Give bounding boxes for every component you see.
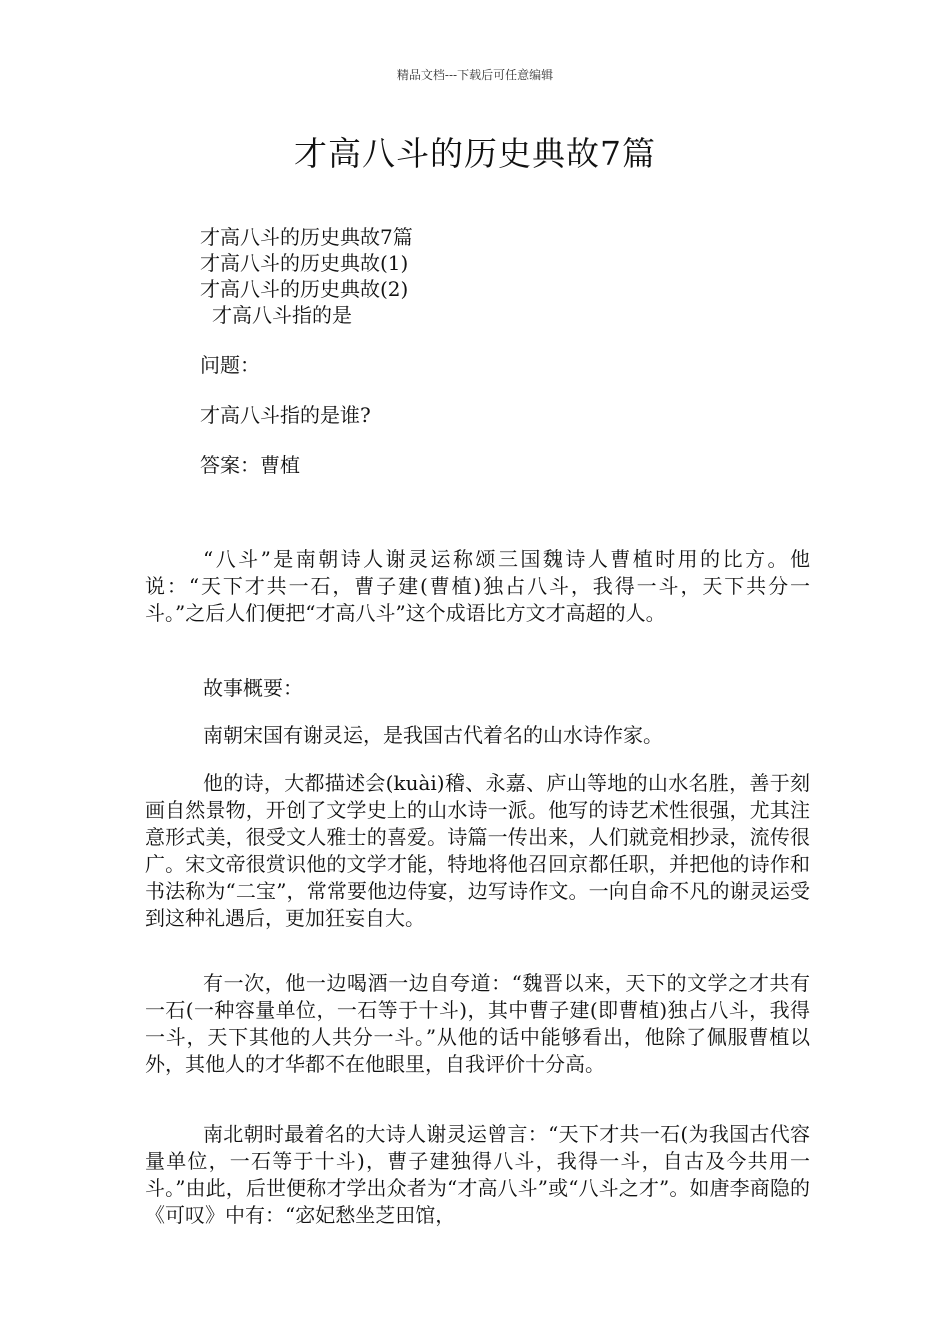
paragraph-origin: 南北朝时最着名的大诗人谢灵运曾言：“天下才共一石(为我国古代容量单位，一石等于十斗)，曹子建独得八斗，我得一斗，自古及今共用一斗。”由此，后世便称才学出众者为“才高八斗”或“八斗之才”。如唐李商隐的《可叹》中有：“宓妃愁坐芝田馆，	[145, 1122, 810, 1227]
question-text: 才高八斗指的是谁?	[200, 403, 371, 427]
paragraph-poetry: 他的诗，大都描述会(kuài)稽、永嘉、庐山等地的山水名胜，善于刻画自然景物，开创了文学史上的山水诗一派。他写的诗艺术性很强，尤其注意形式美，很受文人雅士的喜爱。诗篇一传出来，人们就竞相抄录，流传很广。宋文帝很赏识他的文学才能，特地将他召回京都任职，并把他的诗作和书法称为“二宝”，常常要他边侍宴，边写诗作文。一向自命不凡的谢灵运受到这种礼遇后，更加狂妄自大。	[145, 771, 810, 930]
paragraph-boast: 有一次，他一边喝酒一边自夸道：“魏晋以来，天下的文学之才共有一石(一种容量单位，一石等于十斗)，其中曹子建(即曹植)独占八斗，我得一斗，天下其他的人共分一斗。”从他的话中能够看出，他除了佩服曹植以外，其他人的才华都不在他眼里，自我评价十分高。	[145, 971, 810, 1076]
paragraph-story-heading: 故事概要：	[203, 676, 303, 700]
question-label: 问题：	[200, 353, 260, 377]
answer-text: 答案：曹植	[200, 453, 300, 477]
paragraph-poet-intro: 南朝宋国有谢灵运，是我国古代着名的山水诗作家。	[203, 723, 663, 747]
document-title: 才高八斗的历史典故7篇	[294, 134, 656, 173]
toc-item: 才高八斗的历史典故7篇	[200, 225, 413, 249]
toc-item: 才高八斗的历史典故(2)	[200, 277, 409, 301]
paragraph-intro: “八斗”是南朝诗人谢灵运称颂三国魏诗人曹植时用的比方。他说：“天下才共一石，曹子建(曹植)独占八斗，我得一斗，天下共分一斗。”之后人们便把“才高八斗”这个成语比方文才高超的人。	[145, 547, 810, 625]
table-of-contents	[200, 224, 413, 328]
page-header: 精品文档---下载后可任意编辑	[396, 68, 554, 82]
toc-item: 才高八斗指的是	[212, 303, 352, 327]
toc-item: 才高八斗的历史典故(1)	[200, 251, 409, 275]
